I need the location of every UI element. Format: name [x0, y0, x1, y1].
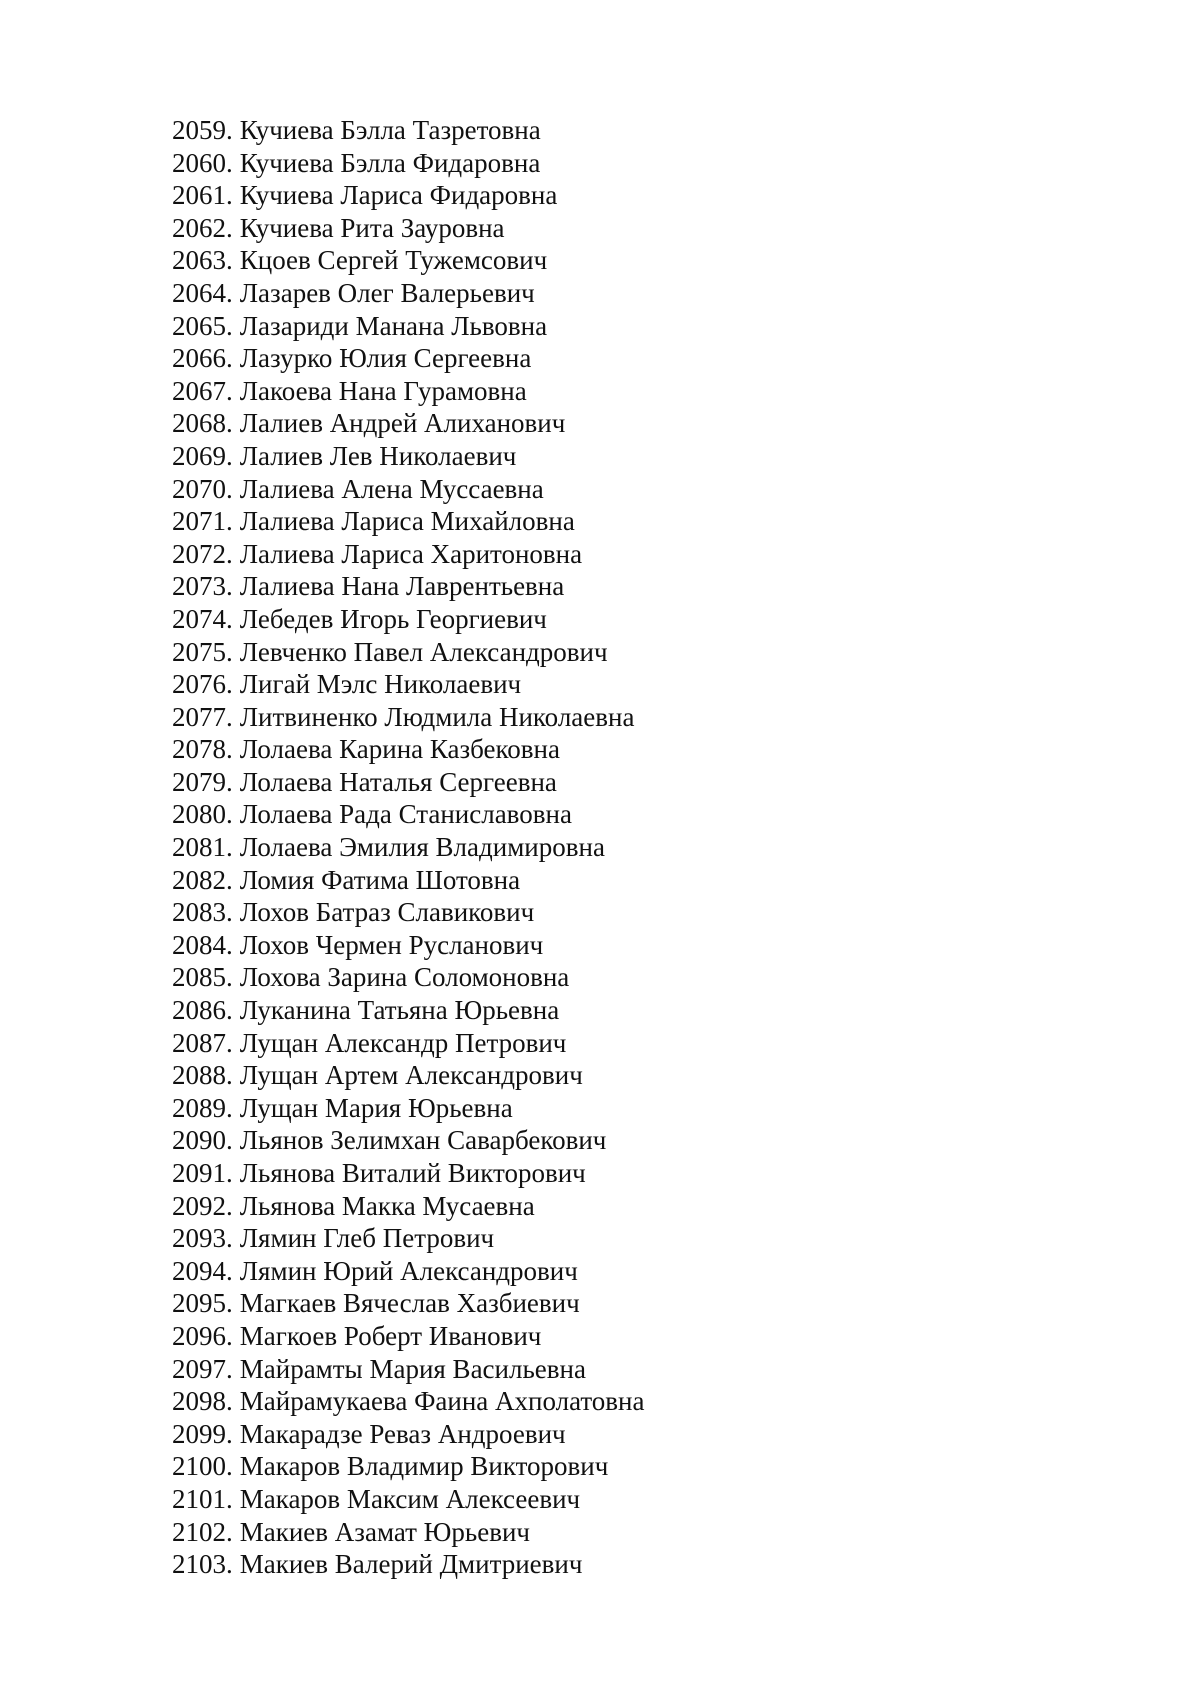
entry-number: 2070.: [172, 473, 233, 504]
entry-number: 2098.: [172, 1386, 233, 1417]
entry-number: 2069.: [172, 440, 233, 471]
entry-name: Лалиева Лариса Харитоновна: [239, 538, 583, 569]
entry-name: Магкаев Вячеслав Хазбиевич: [239, 1288, 580, 1319]
entry-number: 2095.: [172, 1288, 233, 1319]
entry-number: 2079.: [172, 766, 233, 797]
entry-number: 2082.: [172, 864, 233, 895]
list-item: [172, 538, 645, 571]
entry-number: 2065.: [172, 310, 233, 341]
entry-name: Лалиева Алена Муссаевна: [239, 473, 544, 504]
entry-number: 2091.: [172, 1158, 233, 1188]
entry-number: 2092.: [172, 1190, 233, 1221]
list-item: [172, 147, 645, 180]
entry-number: 2078.: [172, 734, 233, 765]
list-item: [172, 668, 645, 701]
entry-number: 2103.: [172, 1549, 233, 1580]
list-item: [172, 961, 645, 994]
list-item: [172, 375, 645, 408]
list-item: [172, 1124, 645, 1157]
entry-name: Лущан Александр Петрович: [239, 1027, 567, 1058]
entry-name: Лакоева Нана Гурамовна: [239, 375, 527, 406]
list-item: [172, 342, 645, 375]
entry-name: Макиев Азамат Юрьевич: [239, 1516, 530, 1547]
entry-number: 2087.: [172, 1027, 233, 1058]
entry-name: Льянова Виталий Викторович: [239, 1158, 586, 1188]
list-item: [172, 505, 645, 538]
entry-name: Лохова Зарина Соломоновна: [239, 962, 570, 993]
entry-name: Макарадзе Реваз Андроевич: [239, 1418, 566, 1449]
entry-name: Макиев Валерий Дмитриевич: [239, 1549, 583, 1580]
entry-name: Майрамты Мария Васильевна: [239, 1353, 586, 1384]
list-item: [172, 701, 645, 734]
entry-name: Лалиев Лев Николаевич: [239, 440, 517, 471]
entry-number: 2099.: [172, 1418, 233, 1449]
list-item: [172, 473, 645, 506]
entry-number: 2059.: [172, 115, 233, 145]
entry-name: Лущан Артем Александрович: [239, 1060, 583, 1091]
list-item: [172, 570, 645, 603]
entry-number: 2077.: [172, 701, 233, 732]
list-item: [172, 864, 645, 897]
entry-name: Майрамукаева Фаина Ахполатовна: [239, 1386, 645, 1417]
entry-number: 2071.: [172, 506, 233, 537]
entry-number: 2100.: [172, 1451, 233, 1482]
entry-name: Льянов Зелимхан Саварбекович: [239, 1125, 607, 1156]
entry-number: 2060.: [172, 147, 233, 178]
entry-name: Макаров Владимир Викторович: [239, 1451, 609, 1482]
entry-number: 2068.: [172, 408, 233, 439]
list-item: [172, 1385, 645, 1418]
list-item: [172, 244, 645, 277]
list-item: [172, 1157, 645, 1190]
entry-number: 2090.: [172, 1125, 233, 1156]
entry-name: Лазарев Олег Валерьевич: [239, 277, 535, 308]
entry-name: Лигай Мэлс Николаевич: [239, 669, 522, 700]
list-item: [172, 310, 645, 343]
list-item: [172, 1320, 645, 1353]
entry-number: 2076.: [172, 669, 233, 700]
list-item: [172, 1255, 645, 1288]
list-item: [172, 1450, 645, 1483]
entry-number: 2089.: [172, 1092, 233, 1123]
entry-name: Лохов Чермен Русланович: [239, 929, 544, 960]
list-item: [172, 1027, 645, 1060]
list-item: [172, 1418, 645, 1451]
entry-number: 2073.: [172, 571, 233, 602]
entry-name: Кцоев Сергей Тужемсович: [239, 245, 548, 276]
list-item: [172, 212, 645, 245]
list-item: [172, 179, 645, 212]
entry-number: 2097.: [172, 1353, 233, 1384]
entry-number: 2066.: [172, 343, 233, 374]
list-item: [172, 1516, 645, 1549]
entry-number: 2093.: [172, 1223, 233, 1254]
entry-name: Литвиненко Людмила Николаевна: [239, 701, 635, 732]
list-item: [172, 114, 645, 147]
list-item: [172, 1548, 645, 1581]
list-item: [172, 994, 645, 1027]
entry-name: Лебедев Игорь Георгиевич: [239, 603, 547, 634]
list-item: [172, 1353, 645, 1386]
entry-number: 2063.: [172, 245, 233, 276]
entry-number: 2085.: [172, 962, 233, 993]
entry-name: Магкоев Роберт Иванович: [239, 1320, 542, 1351]
entry-name: Кучиева Рита Зауровна: [239, 212, 505, 243]
entry-name: Кучиева Лариса Фидаровна: [239, 180, 558, 211]
entry-number: 2101.: [172, 1483, 233, 1514]
entry-name: Лалиева Нана Лаврентьевна: [239, 571, 565, 602]
list-item: [172, 1222, 645, 1255]
list-item: [172, 603, 645, 636]
list-item: [172, 831, 645, 864]
entry-number: 2062.: [172, 212, 233, 243]
entry-name: Левченко Павел Александрович: [239, 636, 608, 667]
entry-name: Макаров Максим Алексеевич: [239, 1483, 581, 1514]
list-item: [172, 1059, 645, 1092]
list-item: [172, 1483, 645, 1516]
entry-number: 2080.: [172, 799, 233, 830]
list-item: [172, 929, 645, 962]
entry-name: Кучиева Бэлла Фидаровна: [239, 147, 541, 178]
entry-number: 2074.: [172, 603, 233, 634]
list-item: [172, 766, 645, 799]
entry-number: 2086.: [172, 995, 233, 1026]
entry-number: 2081.: [172, 832, 233, 863]
list-item: [172, 798, 645, 831]
list-item: [172, 636, 645, 669]
name-list: [172, 114, 645, 1581]
entry-name: Лалиев Андрей Алиханович: [239, 408, 566, 439]
list-item: [172, 277, 645, 310]
list-item: [172, 1287, 645, 1320]
entry-number: 2088.: [172, 1060, 233, 1091]
list-item: [172, 440, 645, 473]
entry-number: 2075.: [172, 636, 233, 667]
entry-number: 2084.: [172, 929, 233, 960]
list-item: [172, 407, 645, 440]
list-item: [172, 1190, 645, 1223]
entry-name: Лущан Мария Юрьевна: [239, 1092, 513, 1123]
entry-name: Лазариди Манана Львовна: [239, 310, 548, 341]
entry-name: Ломия Фатима Шотовна: [239, 864, 521, 895]
list-item: [172, 733, 645, 766]
entry-number: 2061.: [172, 180, 233, 211]
entry-name: Лазурко Юлия Сергеевна: [239, 343, 532, 374]
entry-name: Лямин Глеб Петрович: [239, 1223, 495, 1254]
entry-number: 2096.: [172, 1320, 233, 1351]
entry-name: Лолаева Карина Казбековна: [239, 734, 560, 765]
entry-number: 2067.: [172, 375, 233, 406]
entry-number: 2064.: [172, 277, 233, 308]
entry-name: Кучиева Бэлла Тазретовна: [239, 115, 541, 145]
entry-name: Лалиева Лариса Михайловна: [239, 506, 575, 537]
entry-name: Лолаева Наталья Сергеевна: [239, 766, 557, 797]
list-item: [172, 1092, 645, 1125]
entry-number: 2094.: [172, 1255, 233, 1286]
entry-name: Луканина Татьяна Юрьевна: [239, 995, 560, 1026]
list-item: [172, 896, 645, 929]
entry-number: 2102.: [172, 1516, 233, 1547]
entry-name: Льянова Макка Мусаевна: [239, 1190, 535, 1221]
entry-number: 2083.: [172, 897, 233, 928]
entry-name: Лохов Батраз Славикович: [239, 897, 535, 928]
entry-name: Лолаева Рада Станиславовна: [239, 799, 572, 830]
entry-name: Лолаева Эмилия Владимировна: [239, 832, 605, 863]
entry-number: 2072.: [172, 538, 233, 569]
entry-name: Лямин Юрий Александрович: [239, 1255, 578, 1286]
